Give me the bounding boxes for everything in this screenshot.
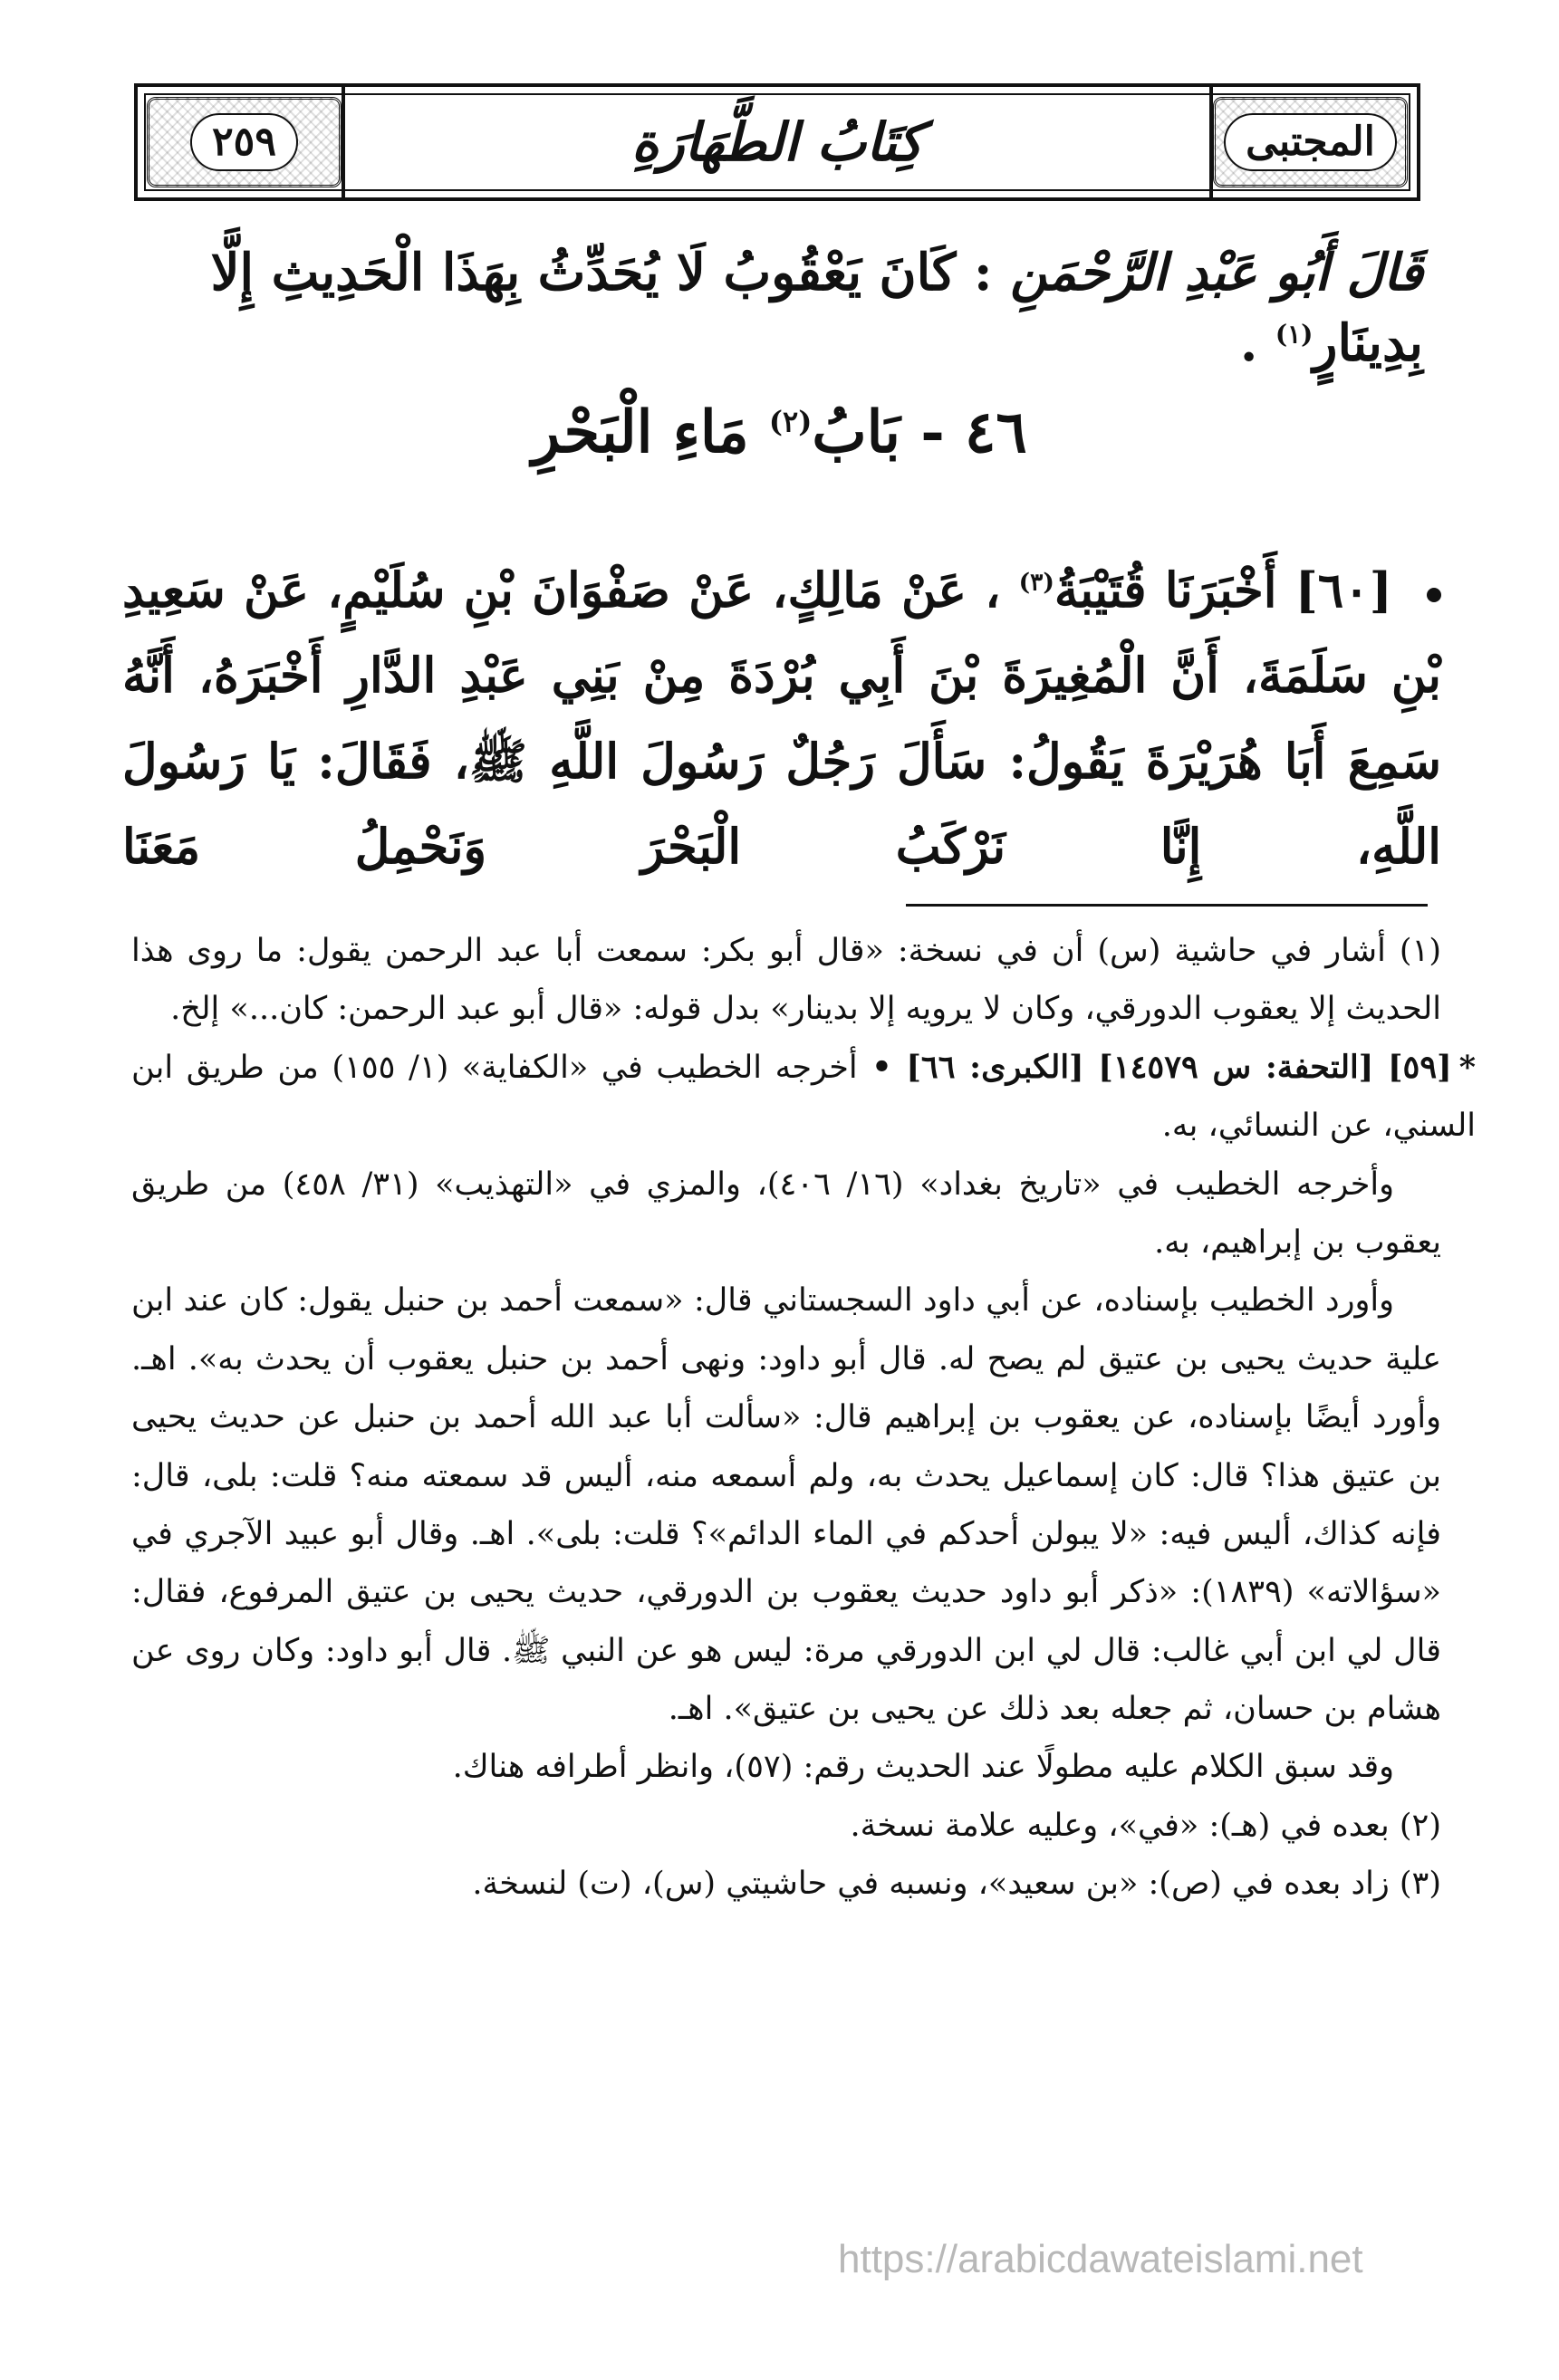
hadith-number: [٦٠]	[1294, 562, 1392, 619]
footnote-mark-2: (٢)	[768, 404, 813, 439]
opening-lead: قَالَ أَبُو عَبْدِ الرَّحْمَنِ	[1010, 243, 1423, 302]
chapter-name: مَاءِ الْبَحْرِ	[532, 398, 749, 466]
page-number: ٢٥٩	[190, 113, 298, 171]
chapter-number: ٤٦	[965, 398, 1027, 466]
bullet-icon	[1427, 588, 1441, 602]
hadith-text	[122, 548, 1441, 889]
footnotes-section	[131, 922, 1477, 1914]
reference-tags: [٥٩] [التحفة: س ١٤٥٧٩] [الكبرى: ٦٦]	[906, 1048, 1452, 1086]
series-title-ornament	[1213, 97, 1408, 187]
footnote-3: (٣) زاد بعده في (ص): «بن سعيد»، ونسبه في حاشيتي (س)، (ت) لنسخة.	[472, 1866, 1441, 1903]
takhrij-paragraph-4: وقد سبق الكلام عليه مطولًا عند الحديث رقم: (٥٧)، وانظر أطرافه هناك.	[452, 1749, 1394, 1786]
hadith-narrator-lead: أَخْبَرَنَا قُتَيْبَةُ	[1054, 562, 1277, 619]
footnote-2: (٢) بعده في (هـ): «في»، وعليه علامة نسخة.	[850, 1807, 1441, 1844]
chapter-dash: -	[920, 398, 945, 466]
takhrij-reference	[131, 1039, 1476, 1156]
takhrij-paragraph-3: وأورد الخطيب بإسناده، عن أبي داود السجستاني قال: «سمعت أحمد بن حنبل يقول: كان عند ابن علية حديث يحيى بن عتيق لم يصح له. قال أبو داود: ونهى أحمد بن حنبل يعقوب أن يحدث به». اهـ. وأورد أيضًا بإسناده، عن يعقوب بن إبراهيم قال: «سألت أبا عبد الله أحمد بن حنبل عن حديث يحيى بن عتيق هذا؟ قال: كان إسماعيل يحدث به، ولم أسمعه منه، أليس قد سمعته منه؟ قلت: بلى، قال: فإنه كذاك، أليس فيه: «لا يبولن أحدكم في الماء الدائم»؟ قلت: بلى». اهـ. وقال أبو عبيد الآجري في «سؤالاته» (١٨٣٩): «ذكر أبو داود حديث يعقوب بن الدورقي، حديث يحيى بن عتيق المرفوع، فقال: قال لي ابن أبي غالب: قال لي ابن الدورقي مرة: ليس هو عن النبي ﷺ. قال أبو داود: وكان روى عن هشام بن حسان، ثم جعله بعد ذلك عن يحيى بن عتيق». اهـ.	[131, 1282, 1441, 1728]
opening-end: .	[1239, 313, 1258, 374]
chapter-word: بَابُ	[812, 398, 900, 466]
page-header	[134, 83, 1420, 201]
reference-text: أخرجه الخطيب في «الكفاية» (١/ ١٥٥) من طريق ابن السني، عن النسائي، به.	[131, 1049, 1476, 1145]
star-icon: *	[1458, 1048, 1477, 1086]
series-title: المجتبى	[1224, 113, 1397, 171]
header-divider	[342, 87, 345, 197]
bullet-dot-icon: •	[871, 1048, 892, 1086]
footnote-mark-3: (٣)	[1018, 568, 1054, 597]
book-title: كِتَابُ الطَّهَارَةِ	[631, 111, 923, 173]
opening-text: : كَانَ يَعْقُوبُ لَا يُحَدِّثُ بِهَذَا الْحَدِيثِ إِلَّا بِدِينَارٍ	[210, 243, 1423, 374]
opening-statement	[136, 237, 1423, 379]
footnote-1: (١) أشار في حاشية (س) أن في نسخة: «قال أبو بكر: سمعت أبا عبد الرحمن يقول: ما روى هذا الحديث إلا يعقوب الدورقي، وكان لا يرويه إلا بدينار» بدل قوله: «قال أبو عبد الرحمن: كان...» إلخ.	[131, 933, 1441, 1028]
hadith-body: ، عَنْ مَالِكٍ، عَنْ صَفْوَانَ بْنِ سُلَيْمٍ، عَنْ سَعِيدِ بْنِ سَلَمَةَ، أَنَّ الْمُغِيرَةَ بْنَ أَبِي بُرْدَةَ مِنْ بَنِي عَبْدِ الدَّارِ أَخْبَرَهُ، أَنَّهُ سَمِعَ أَبَا هُرَيْرَةَ يَقُولُ: سَأَلَ رَجُلٌ رَسُولَ اللَّهِ ﷺ، فَقَالَ: يَا رَسُولَ اللَّهِ، إِنَّا نَرْكَبُ الْبَحْرَ وَنَحْمِلُ مَعَنَا	[122, 562, 1441, 875]
watermark-url: https://arabicdawateislami.net	[838, 2237, 1363, 2281]
footnote-separator	[906, 904, 1428, 907]
takhrij-paragraph-2: وأخرجه الخطيب في «تاريخ بغداد» (١٦/ ٤٠٦)، والمزي في «التهذيب» (٣١/ ٤٥٨) من طريق يعقوب بن إبراهيم، به.	[131, 1166, 1441, 1261]
page-number-ornament	[147, 97, 342, 187]
footnote-mark-1: (١)	[1275, 319, 1314, 350]
chapter-title	[136, 398, 1423, 466]
